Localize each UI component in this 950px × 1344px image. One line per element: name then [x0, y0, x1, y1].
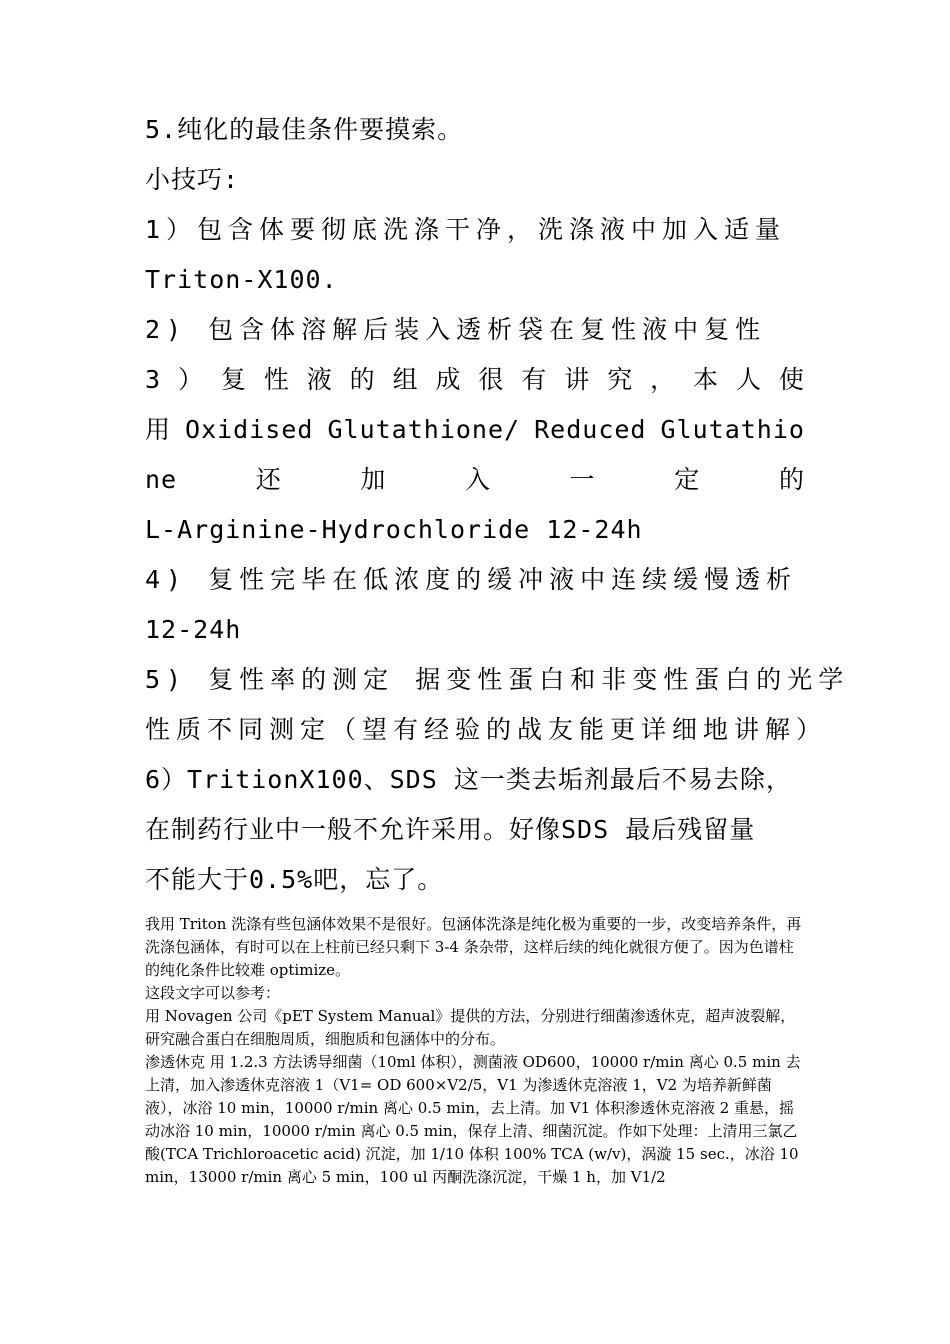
tip-3-line-1 — [145, 355, 805, 405]
tip-5-line-1: 5) 复性率的测定 据变性蛋白和非变性蛋白的光学 — [145, 665, 850, 694]
tip-6-line-2: 在制药行业中一般不允许采用。好像SDS 最后残留量 — [145, 815, 756, 844]
tip-3-word: 的 — [778, 465, 805, 494]
tip-3-char: ， — [650, 365, 677, 394]
tip-3-char: 有 — [521, 365, 548, 394]
body-text — [145, 913, 807, 1189]
tip-3-word: 还 — [255, 465, 282, 494]
tip-3-char: ） — [177, 365, 204, 394]
tip-2: 2) 包含体溶解后装入透析袋在复性液中复性 — [145, 315, 767, 344]
tip-3-line-3 — [145, 455, 805, 505]
tip-3-word: 用 — [145, 415, 172, 444]
paragraph-triton: 我用 Triton 洗涤有些包涵体效果不是很好。包涵体洗涤是纯化极为重要的一步，改变培养条件，再洗涤包涵体，有时可以在上柱前已经只剩下 3-4 条杂带，这样后续的纯化就很方便了。因为色谱柱的纯化条件比较难 optimize。 — [145, 915, 802, 979]
tip-3-char: 成 — [435, 365, 462, 394]
tip-3-char: 本 — [693, 365, 720, 394]
tip-3-char: 的 — [349, 365, 376, 394]
paragraph-osmotic-shock: 渗透休克 用 1.2.3 方法诱导细菌（10ml 体积），测菌液 OD600，10000 r/min 离心 0.5 min 去上清，加入渗透休克溶液 1（V1= OD 600×V2/5，V1 为渗透休克溶液 1，V2 为培养新鲜菌液），冰浴 10 min，10000 r/min 离心 0.5 min，去上清。加 V1 体积渗透休克溶液 2 重悬，摇动冰浴 10 min，10000 r/min 离心 0.5 min，保存上清、细菌沉淀。作如下处理：上清用三氯乙酸(TCA Trichloroacetic acid) 沉淀，加 1/10 体积 100% TCA (w/v)，涡漩 15 sec.，冰浴 10 min，13000 r/min 离心 5 min，100 ul 丙酮洗涤沉淀，干燥 1 h，加 V1/2 — [145, 1053, 801, 1186]
tip-3-char: 液 — [306, 365, 333, 394]
tip-1-line-2: Triton-X100. — [145, 265, 338, 294]
paragraph-novagen: 用 Novagen 公司《pET System Manual》提供的方法，分别进行细菌渗透休克，超声波裂解，研究融合蛋白在细胞周质，细胞质和包涵体中的分布。 — [145, 1007, 796, 1048]
tip-3-char: 性 — [263, 365, 290, 394]
tip-3-word: Glutathio — [660, 415, 805, 444]
tip-3-char: 很 — [478, 365, 505, 394]
tip-4-line-1: 4) 复性完毕在低浓度的缓冲液中连续缓慢透析 — [145, 565, 798, 594]
tip-1-line-1: 1）包含体要彻底洗涤干净，洗涤液中加入适量 — [145, 215, 787, 244]
tip-3-char: 讲 — [564, 365, 591, 394]
tip-3-word: Oxidised — [185, 415, 314, 444]
tip-3-word: Glutathione/ — [327, 415, 521, 444]
tip-3-word: 定 — [674, 465, 701, 494]
tips-heading: 小技巧: — [145, 165, 240, 194]
tip-3-char: 组 — [392, 365, 419, 394]
tip-6-line-3: 不能大于0.5%吧，忘了。 — [145, 865, 444, 894]
tip-6-line-1: 6）TritionX100、SDS 这一类去垢剂最后不易去除， — [145, 765, 792, 794]
tip-3-line-2 — [145, 405, 805, 455]
tip-3-char: 人 — [735, 365, 762, 394]
tip-3-word: 一 — [569, 465, 596, 494]
tip-4-line-2: 12-24h — [145, 615, 242, 644]
tip-3-word: Reduced — [534, 415, 647, 444]
tip-5-line-2: 性质不同测定（望有经验的战友能更详细地讲解） — [145, 715, 828, 744]
tip-3-line-4: L-Arginine-Hydrochloride 12-24h — [145, 515, 643, 544]
paragraph-reference-intro: 这段文字可以参考： — [145, 984, 281, 1002]
tip-3-word: ne — [145, 465, 178, 494]
tip-3-char: 复 — [220, 365, 247, 394]
tip-3-char: 3 — [145, 365, 162, 394]
tip-3-word: 加 — [360, 465, 387, 494]
line-5-purification: 5.纯化的最佳条件要摸索。 — [145, 115, 464, 144]
tip-3-char: 使 — [778, 365, 805, 394]
tip-3-word: 入 — [465, 465, 492, 494]
tip-3-char: 究 — [607, 365, 634, 394]
